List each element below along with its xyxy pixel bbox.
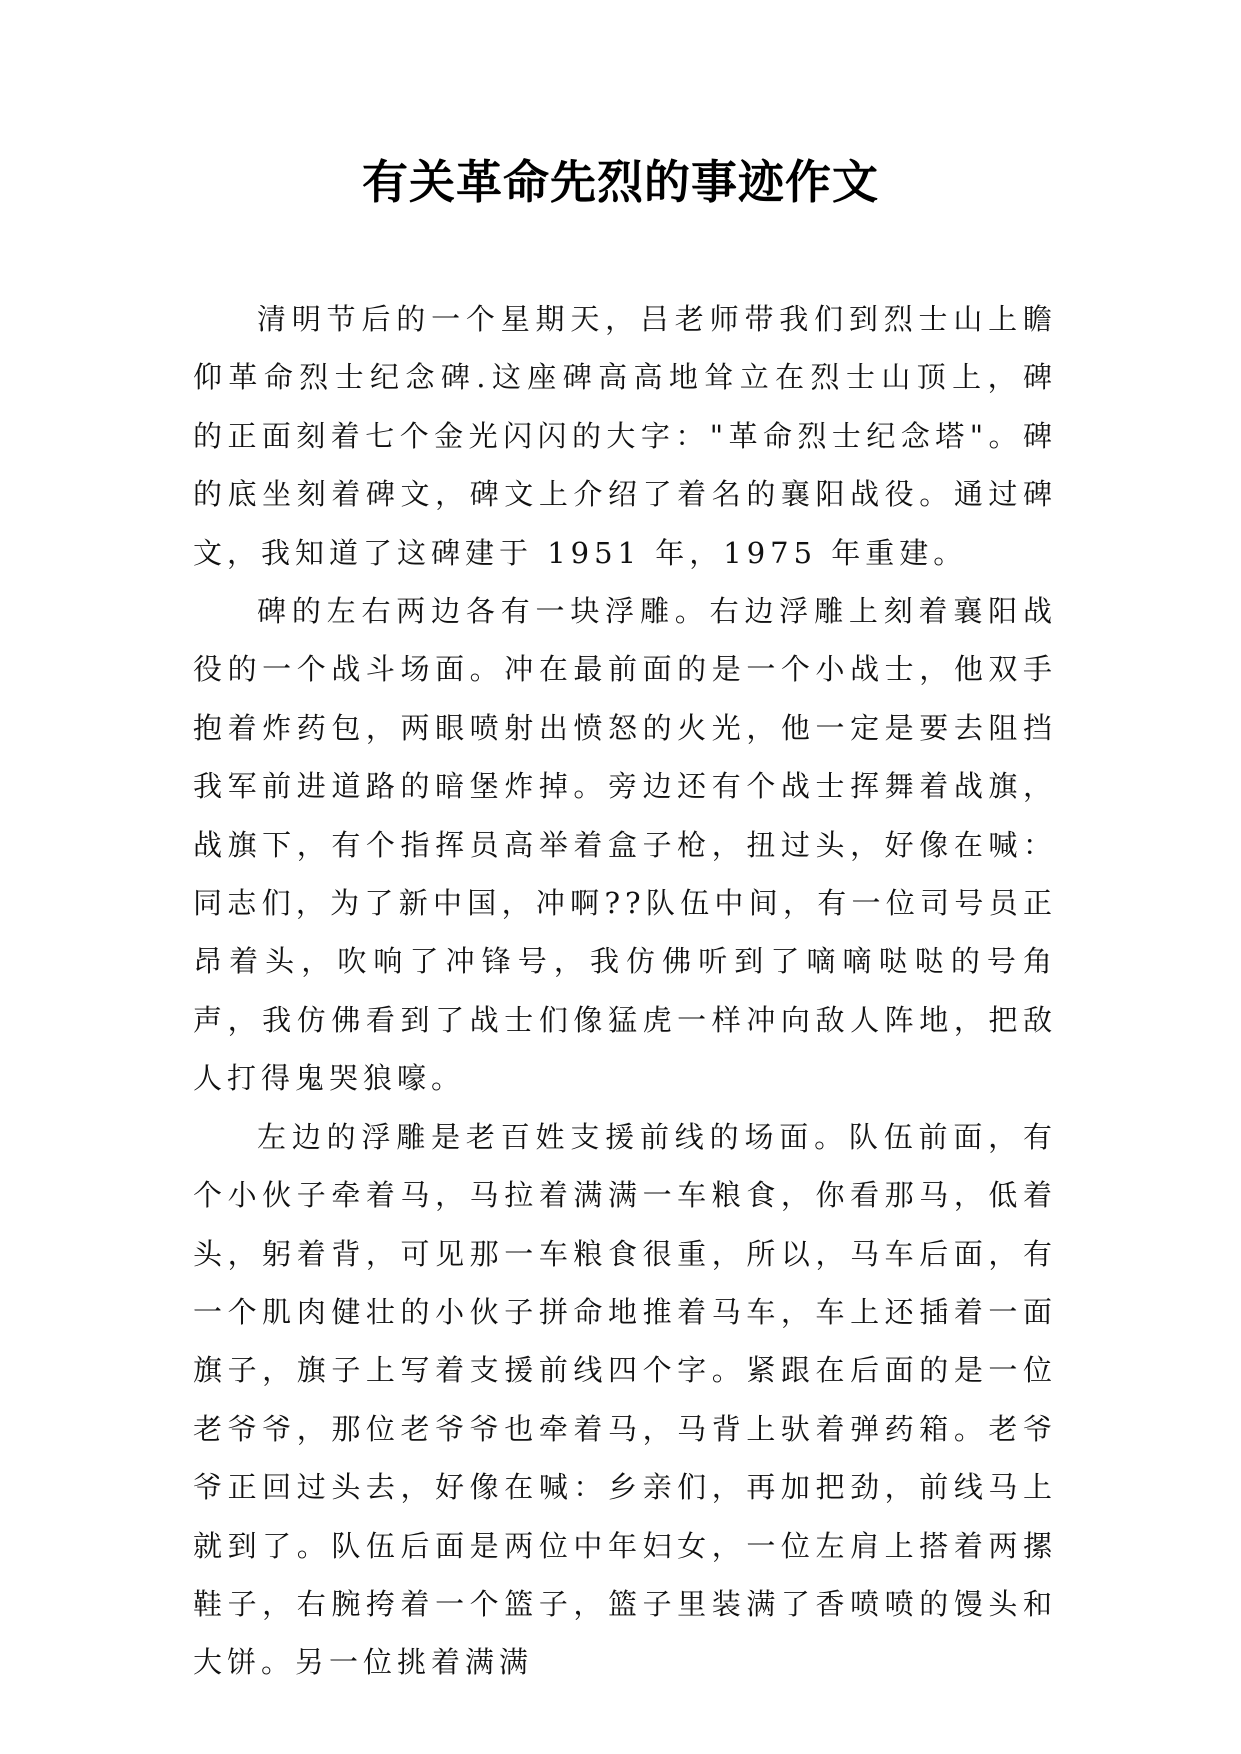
document-title: 有关革命先烈的事迹作文 [362, 155, 879, 209]
paragraph: 清明节后的一个星期天，吕老师带我们到烈士山上瞻仰革命烈士纪念碑.这座碑高高地耸立在烈士山顶上，碑的正面刻着七个金光闪闪的大字："革命烈士纪念塔"。碑的底坐刻着碑文，碑文上介绍了着名的襄阳战役。通过碑文，我知道了这碑建于 1951 年，1975 年重建。 [193, 302, 1057, 570]
paragraph: 左边的浮雕是老百姓支援前线的场面。队伍前面，有个小伙子牵着马，马拉着满满一车粮食，你看那马，低着头，躬着背，可见那一车粮食很重，所以，马车后面，有一个肌肉健壮的小伙子拼命地推着马车，车上还插着一面旗子，旗子上写着支援前线四个字。紧跟在后面的是一位老爷爷，那位老爷爷也牵着马，马背上驮着弹药箱。老爷爷正回过头去，好像在喊：乡亲们，再加把劲，前线马上就到了。队伍后面是两位中年妇女，一位左肩上搭着两摞鞋子，右腕挎着一个篮子，篮子里装满了香喷喷的馒头和大饼。另一位挑着满满 [193, 1119, 1057, 1680]
paragraph: 碑的左右两边各有一块浮雕。右边浮雕上刻着襄阳战役的一个战斗场面。冲在最前面的是一个小战士，他双手抱着炸药包，两眼喷射出愤怒的火光，他一定是要去阻挡我军前进道路的暗堡炸掉。旁边还有个战士挥舞着战旗，战旗下，有个指挥员高举着盒子枪，扭过头，好像在喊：同志们，为了新中国，冲啊??队伍中间，有一位司号员正昂着头，吹响了冲锋号，我仿佛听到了嘀嘀哒哒的号角声，我仿佛看到了战士们像猛虎一样冲向敌人阵地，把敌人打得鬼哭狼嚎。 [193, 594, 1057, 1096]
document-body [193, 290, 1057, 1692]
